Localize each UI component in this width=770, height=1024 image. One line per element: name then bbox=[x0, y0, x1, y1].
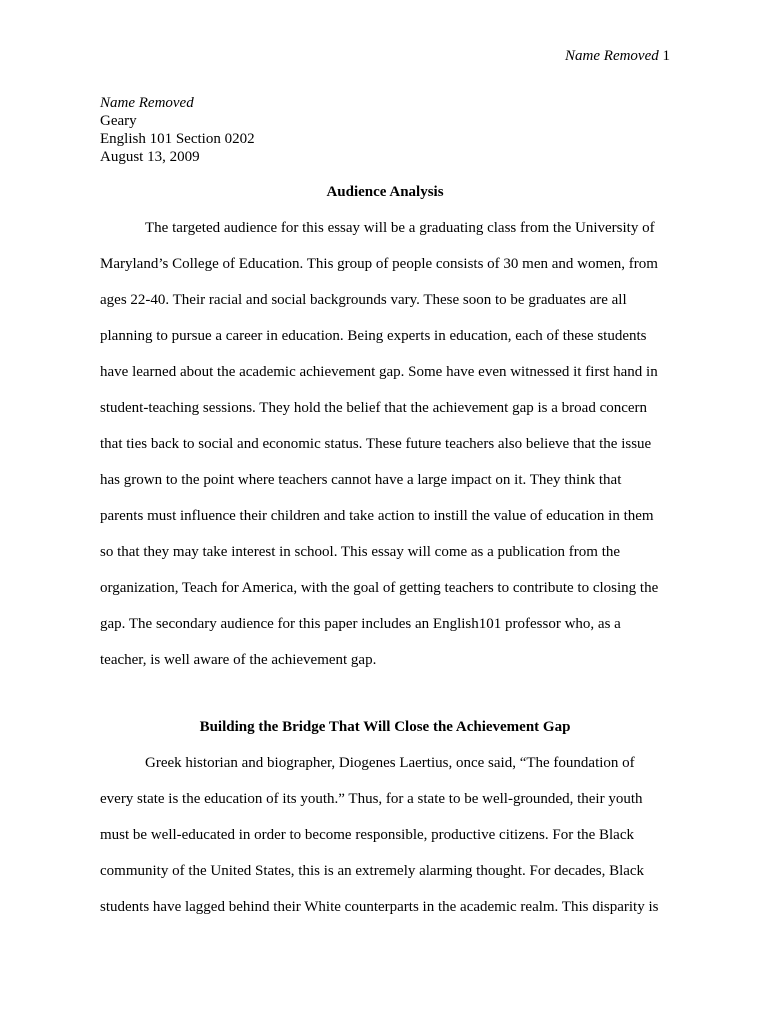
document-date: August 13, 2009 bbox=[100, 149, 200, 165]
header-page-number: 1 bbox=[662, 48, 670, 64]
paragraph-line: teacher, is well aware of the achievement gap. bbox=[100, 652, 377, 668]
paragraph-line: so that they may take interest in school. This essay will come as a publication from the bbox=[100, 544, 621, 560]
running-header bbox=[565, 47, 670, 65]
paragraph-line: has grown to the point where teachers cannot have a large impact on it. They think that bbox=[100, 472, 622, 488]
essay-body-paragraph bbox=[100, 754, 675, 934]
paragraph-line: organization, Teach for America, with the goal of getting teachers to contribute to closing the bbox=[100, 580, 659, 596]
course-name: English 101 Section 0202 bbox=[100, 131, 255, 147]
paragraph-line: gap. The secondary audience for this paper includes an English101 professor who, as a bbox=[100, 616, 621, 632]
paragraph-line: parents must influence their children and take action to instill the value of education in them bbox=[100, 508, 654, 524]
audience-analysis-paragraph bbox=[100, 219, 675, 687]
paragraph-line: have learned about the academic achievement gap. Some have even witnessed it first hand in bbox=[100, 364, 658, 380]
paragraph-line: community of the United States, this is an extremely alarming thought. For decades, Black bbox=[100, 863, 645, 879]
paragraph-line: students have lagged behind their White counterparts in the academic realm. This disparity is bbox=[100, 899, 659, 915]
paragraph-line: that ties back to social and economic status. These future teachers also believe that the issue bbox=[100, 436, 652, 452]
paragraph-line: student-teaching sessions. They hold the belief that the achievement gap is a broad concern bbox=[100, 400, 648, 416]
paragraph-line: Maryland’s College of Education. This group of people consists of 30 men and women, from bbox=[100, 256, 658, 272]
paragraph-line: The targeted audience for this essay will be a graduating class from the University of bbox=[145, 220, 655, 236]
paragraph-line: Greek historian and biographer, Diogenes Laertius, once said, “The foundation of bbox=[145, 755, 635, 771]
instructor-name: Geary bbox=[100, 113, 137, 129]
paragraph-line: planning to pursue a career in education. Being experts in education, each of these students bbox=[100, 328, 647, 344]
header-author-name: Name Removed bbox=[565, 48, 659, 64]
paragraph-line: must be well-educated in order to become responsible, productive citizens. For the Black bbox=[100, 827, 635, 843]
paragraph-line: ages 22-40. Their racial and social backgrounds vary. These soon to be graduates are all bbox=[100, 292, 627, 308]
section-title-audience-analysis: Audience Analysis bbox=[326, 184, 444, 200]
paragraph-line: every state is the education of its youth.” Thus, for a state to be well-grounded, their youth bbox=[100, 791, 643, 807]
essay-title: Building the Bridge That Will Close the Achievement Gap bbox=[199, 719, 571, 735]
mla-heading bbox=[100, 94, 255, 166]
student-name: Name Removed bbox=[100, 95, 194, 111]
